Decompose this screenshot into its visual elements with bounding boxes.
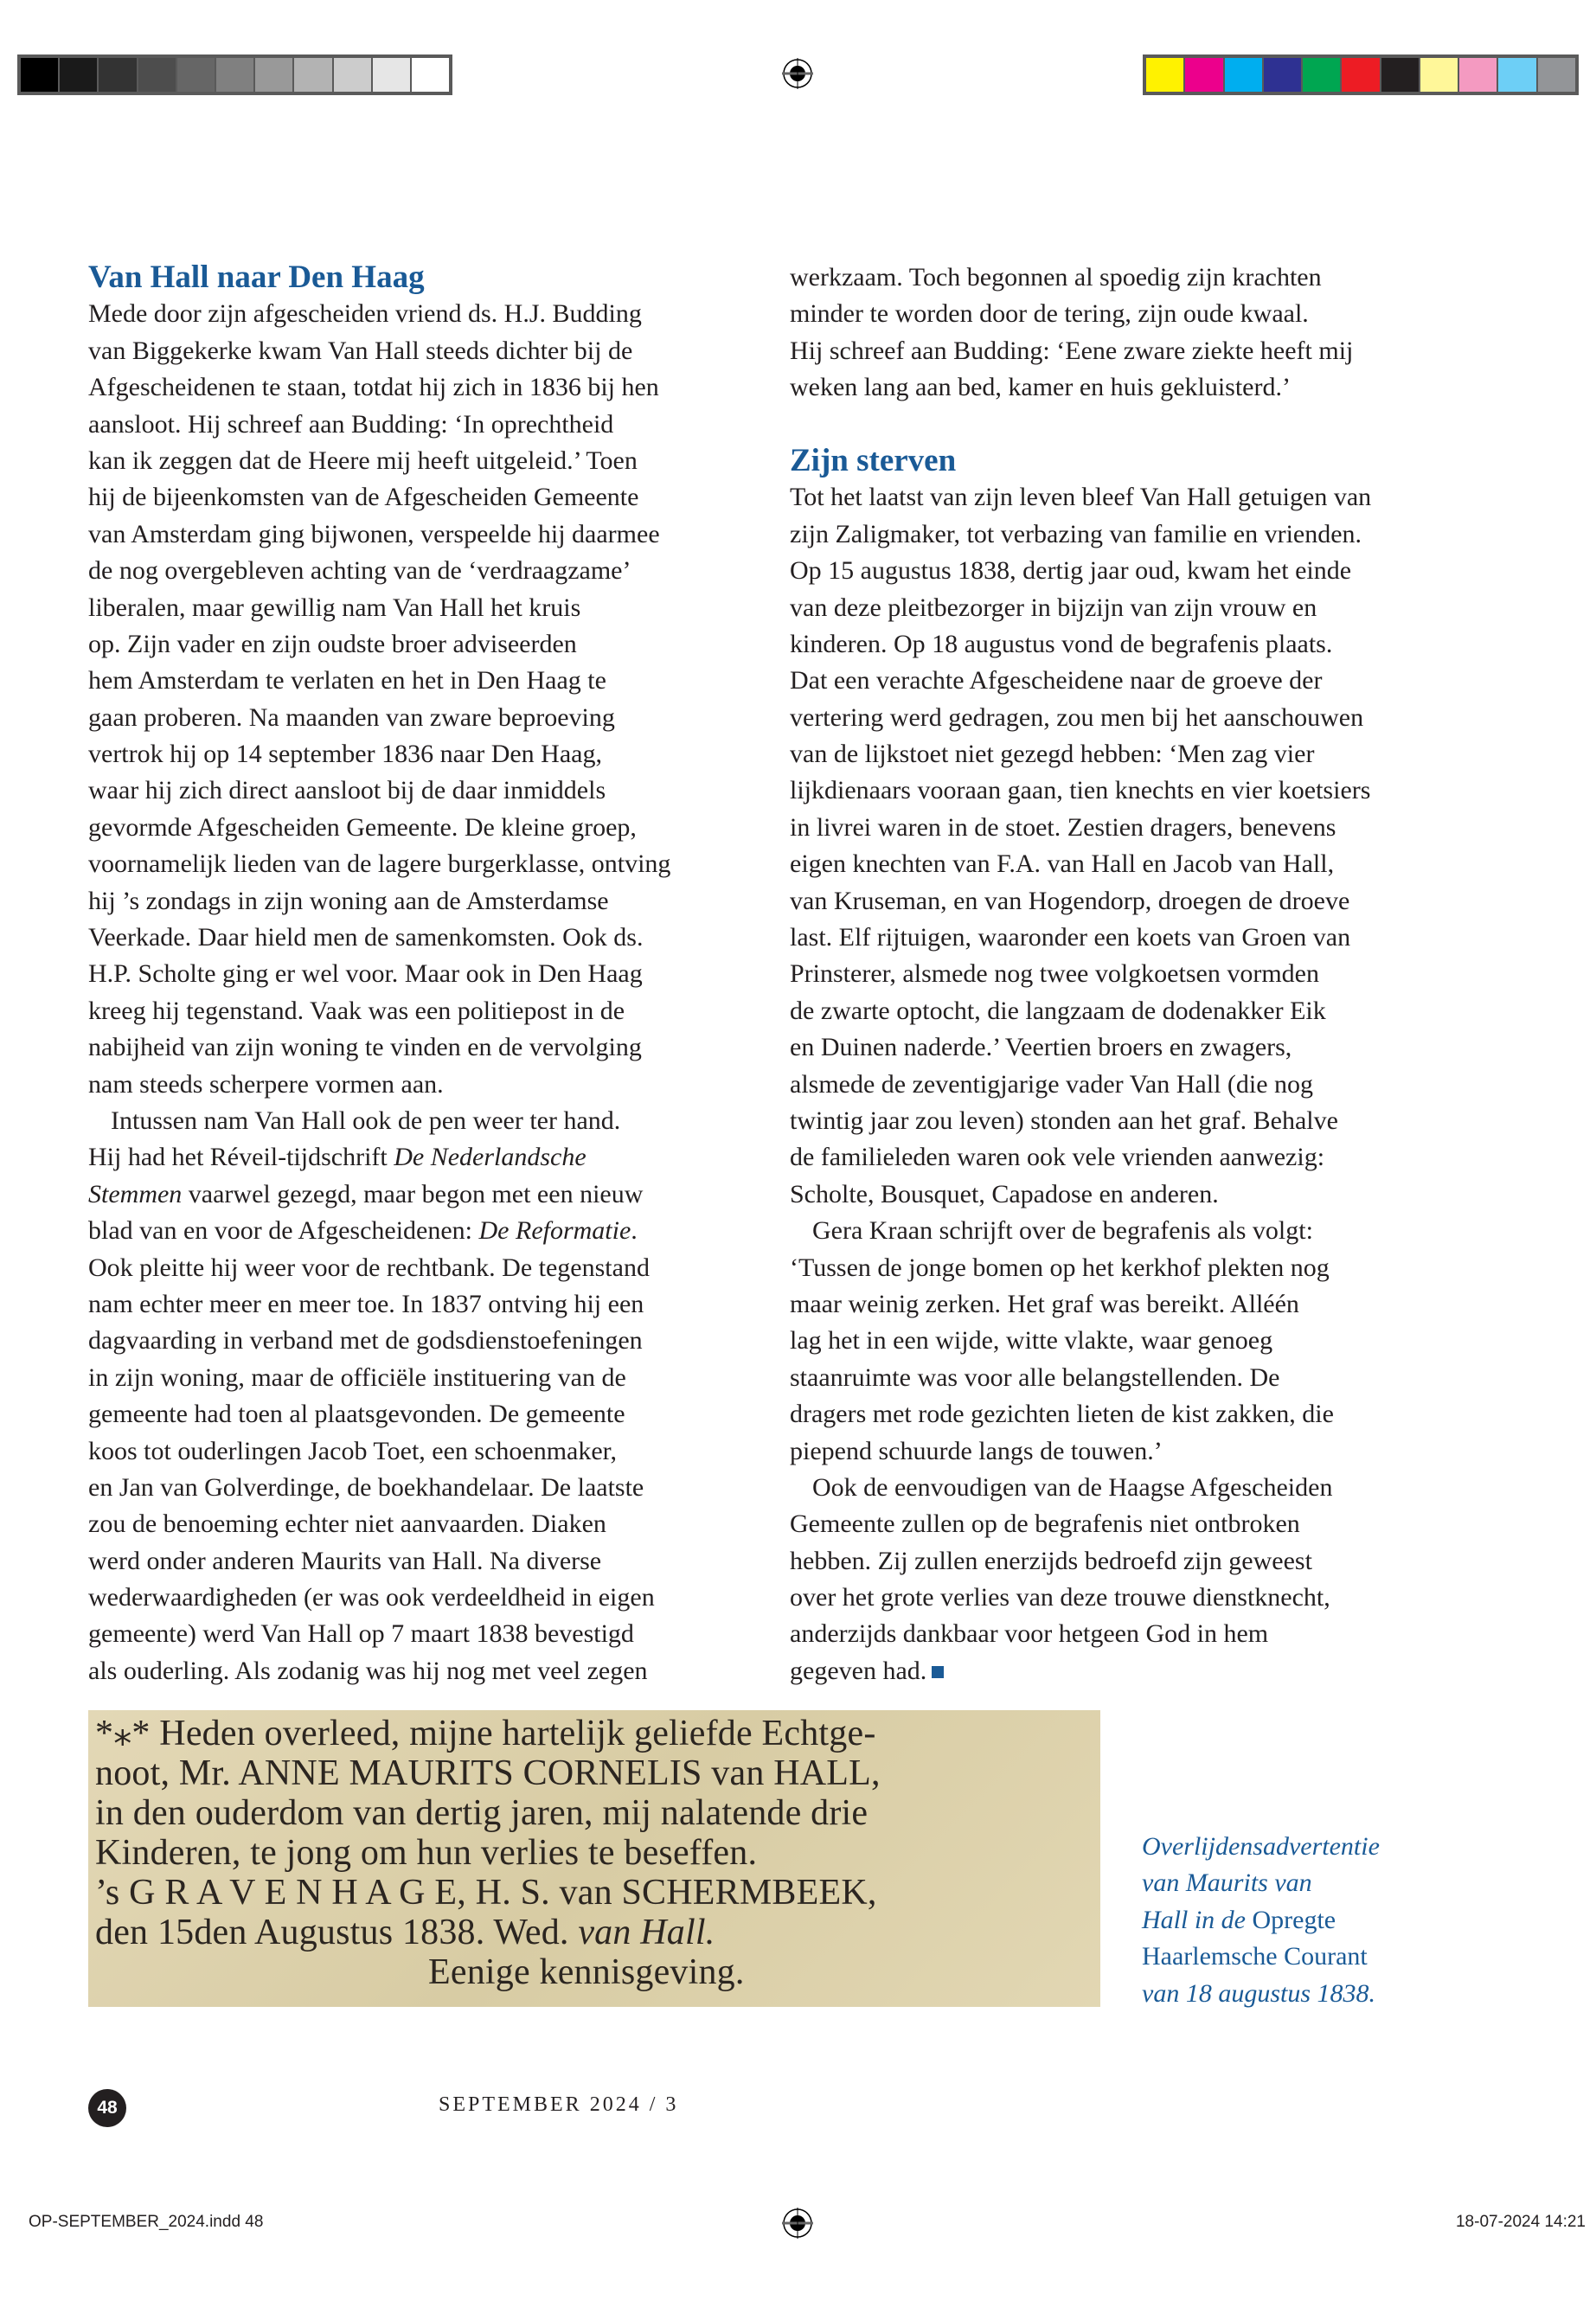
text-segment: Prinsterer, alsmede nog twee volgkoetsen vormden [790,959,1319,989]
text-line [88,1616,763,1652]
text-segment: Haarlemsche Courant [1142,1942,1368,1971]
text-line [790,1580,1465,1616]
text-segment: gemeente) werd Van Hall op 7 maart 1838 bevestigd [88,1619,634,1649]
text-segment: nam steeds scherpere vormen aan. [88,1069,444,1099]
color-patch [216,58,255,92]
newspaper-clipping-image [88,1710,1100,2007]
text-line [790,1543,1465,1580]
text-line [88,1470,763,1506]
text-line [95,1913,1100,1952]
section-heading [790,443,1465,479]
text-line [790,479,1465,516]
text-segment: kreeg hij tegenstand. Vaak was een politiepost in de [88,996,625,1025]
color-patch [138,58,177,92]
color-patch [1459,58,1498,92]
text-line [790,369,1465,406]
text-segment: zijn Zaligmaker, tot verbazing van familie en vrienden. [790,519,1362,548]
text-line [88,1213,763,1249]
text-line [88,1506,763,1542]
text-segment: Zijn sterven [790,442,957,478]
text-line [790,1616,1465,1652]
text-segment: H.P. Scholte ging er wel voor. Maar ook in Den Haag [88,959,643,989]
text-segment: den 15den Augustus 1838. Wed. [95,1913,579,1952]
text-segment: Op 15 augustus 1838, dertig jaar oud, kwam het einde [790,556,1352,586]
text-line [790,810,1465,846]
text-line [88,553,763,589]
text-line [95,1714,1100,1753]
text-segment: vaarwel gezegd, maar begon met een nieuw [182,1179,644,1208]
text-segment: de zwarte optocht, die langzaam de dodenakker Eik [790,996,1326,1025]
text-line [88,1176,763,1213]
text-segment: Kinderen, te jong om hun verlies te beseffen. [95,1833,758,1873]
text-segment: kan ik zeggen dat de Heere mij heeft uitgeleid.’ Toen [88,445,638,475]
text-segment: eigen knechten van F.A. van Hall en Jacob van Hall, [790,849,1335,879]
color-patch [177,58,216,92]
text-segment: in den ouderdom van dertig jaren, mij nalatende drie [95,1793,869,1833]
text-line [790,1323,1465,1359]
text-line [88,1250,763,1286]
text-line [88,1433,763,1470]
text-segment: *⁎* Heden overleed, mijne hartelijk geliefde Echtge- [95,1714,876,1753]
text-segment: Opregte [1246,1905,1336,1934]
text-segment: ‘Tussen de jonge bomen op het kerkhof plekten nog [790,1253,1330,1282]
text-segment: anderzijds dankbaar voor hetgeen God in hem [790,1619,1269,1649]
text-line [88,772,763,809]
color-patch [21,58,60,92]
text-line [790,993,1465,1029]
text-line [88,700,763,736]
color-patch [334,58,373,92]
text-line [88,369,763,406]
text-segment: Scholte, Bousquet, Capadose en anderen. [790,1179,1219,1208]
text-segment: Hij had het Réveil-tijdschrift [88,1143,394,1172]
text-line [790,1433,1465,1470]
text-line [790,1360,1465,1396]
text-segment: Ook de eenvoudigen van de Haagse Afgescheiden [812,1472,1333,1502]
italic-text: van Maurits van [1142,1868,1312,1898]
color-patch [1342,58,1381,92]
text-segment: zou de benoeming echter niet aanvaarden. Diaken [88,1509,606,1539]
text-line [790,846,1465,882]
text-line [88,1286,763,1323]
text-segment: en Jan van Golverdinge, de boekhandelaar. De laatste [88,1472,644,1502]
text-line [95,1753,1100,1793]
section-heading [88,260,763,296]
text-line [88,590,763,626]
text-line [95,1833,1100,1873]
text-segment: gevormde Afgescheiden Gemeente. De kleine groep, [88,812,637,842]
color-patch [412,58,449,92]
text-segment: gemeente had toen al plaatsgevonden. De gemeente [88,1400,625,1429]
text-line [790,1176,1465,1213]
text-line [790,1470,1465,1506]
text-line [790,260,1465,296]
text-line [790,1396,1465,1433]
text-line [1142,1902,1505,1939]
text-line [790,772,1465,809]
text-line [95,1793,1100,1833]
text-line [1142,1865,1505,1901]
text-segment: Dat een verachte Afgescheidene naar de groeve der [790,666,1323,695]
text-line [88,736,763,772]
italic-text: Overlijdensadvertentie [1142,1832,1380,1861]
image-caption [1142,1829,1505,2012]
text-segment: . [631,1216,638,1246]
text-line [790,1213,1465,1249]
text-line [790,1250,1465,1286]
color-patch [1146,58,1185,92]
color-patch [1303,58,1342,92]
text-segment: Gera Kraan schrijft over de begrafenis als volgt: [812,1216,1313,1246]
text-segment: van de lijkstoet niet gezegd hebben: ‘Men zag vier [790,740,1315,769]
text-line [790,956,1465,992]
text-line [790,736,1465,772]
text-line [1142,1976,1505,2012]
text-line [88,1323,763,1359]
text-segment: hebben. Zij zullen enerzijds bedroefd zijn geweest [790,1546,1312,1575]
text-line [790,700,1465,736]
text-line [790,590,1465,626]
text-segment: gaan proberen. Na maanden van zware beproeving [88,702,615,732]
color-patch [1420,58,1459,92]
text-segment: en Duinen naderde.’ Veertien broers en zwagers, [790,1033,1292,1062]
text-line [88,1139,763,1176]
color-patch [60,58,99,92]
color-patch [294,58,333,92]
text-segment: hem Amsterdam te verlaten en het in Den Haag te [88,666,606,695]
text-segment: Gemeente zullen op de begrafenis niet ontbroken [790,1509,1300,1539]
text-segment: weken lang aan bed, kamer en huis gekluisterd.’ [790,373,1291,402]
text-line [790,1067,1465,1103]
text-line [790,920,1465,956]
text-segment: Mede door zijn afgescheiden vriend ds. H.J. Budding [88,299,642,329]
text-line [88,333,763,369]
text-line [88,296,763,332]
text-segment: twintig jaar zou leven) stonden aan het graf. Behalve [790,1106,1338,1135]
text-line [88,516,763,553]
color-patch [255,58,294,92]
text-line [88,1103,763,1139]
page-number-badge: 48 [88,2089,126,2127]
text-line [88,1360,763,1396]
text-line [790,626,1465,663]
text-segment: over het grote verlies van deze trouwe dienstknecht, [790,1583,1330,1612]
text-segment: waar hij zich direct aansloot bij de daar inmiddels [88,776,606,805]
article-column-left [88,260,763,1689]
text-line [88,956,763,992]
text-line [95,1873,1100,1913]
text-line [88,407,763,443]
color-patch [1225,58,1264,92]
text-line [790,663,1465,699]
color-patch [1381,58,1420,92]
italic-text: van 18 augustus 1838. [1142,1978,1375,2008]
text-segment: blad van en voor de Afgescheidenen: [88,1216,479,1246]
text-line [88,846,763,882]
text-line [88,993,763,1029]
text-segment: ’s G R A V E N H A G E, H. S. van SCHERMBEEK, [95,1873,877,1913]
color-patch [1185,58,1224,92]
slug-filename: OP-SEPTEMBER_2024.indd 48 [29,2213,264,2231]
text-line [88,1543,763,1580]
grayscale-color-bar [17,54,452,95]
color-patch [1498,58,1537,92]
text-segment: lag het in een wijde, witte vlakte, waar genoeg [790,1326,1273,1356]
text-line [790,296,1465,332]
text-segment: Van Hall naar Den Haag [88,260,425,295]
text-segment: hij de bijeenkomsten van de Afgescheiden Gemeente [88,483,639,512]
text-segment: dragers met rode gezichten lieten de kist zakken, die [790,1400,1334,1429]
italic-text: Stemmen [88,1179,183,1208]
italic-text: van Hall. [578,1913,715,1952]
text-segment: Ook pleitte hij weer voor de rechtbank. De tegenstand [88,1253,650,1282]
text-line [790,553,1465,589]
text-line [790,1139,1465,1176]
process-color-bar [1143,54,1579,95]
text-segment: kinderen. Op 18 augustus vond de begrafenis plaats. [790,629,1333,658]
text-line [790,407,1465,443]
text-segment: noot, Mr. ANNE MAURITS CORNELIS van HALL, [95,1753,881,1793]
text-line [790,883,1465,920]
text-line [88,626,763,663]
text-line [790,1286,1465,1323]
text-segment: nam echter meer en meer toe. In 1837 ontving hij een [88,1289,644,1318]
text-segment: van Biggekerke kwam Van Hall steeds dichter bij de [88,336,633,365]
color-patch [373,58,412,92]
text-segment: Hij schreef aan Budding: ‘Eene zware ziekte heeft mij [790,336,1354,365]
slug-datetime: 18-07-2024 14:21 [1455,2213,1586,2231]
registration-mark-icon [782,2208,813,2239]
text-segment: Eenige kennisgeving. [428,1952,745,1992]
text-segment: in livrei waren in de stoet. Zestien dragers, benevens [790,812,1336,842]
text-segment: gegeven had. [790,1656,927,1685]
text-segment: de familieleden waren ook vele vrienden aanwezig: [790,1143,1325,1172]
text-segment: maar weinig zerken. Het graf was bereikt. Alléén [790,1289,1299,1318]
text-segment: Veerkade. Daar hield men de samenkomsten. Ook ds. [88,923,644,952]
text-line [88,883,763,920]
text-segment: minder te worden door de tering, zijn oude kwaal. [790,299,1309,329]
text-segment: op. Zijn vader en zijn oudste broer adviseerden [88,629,577,658]
color-patch [99,58,138,92]
text-segment: als ouderling. Als zodanig was hij nog met veel zegen [88,1656,648,1685]
text-line [1142,1939,1505,1975]
italic-text: Hall in de [1142,1905,1246,1934]
text-segment: Afgescheidenen te staan, totdat hij zich in 1836 bij hen [88,373,659,402]
end-of-article-square-icon [932,1666,944,1678]
registration-mark-icon [782,58,813,89]
text-segment: voornamelijk lieden van de lagere burgerklasse, ontving [88,849,671,879]
text-line [88,1029,763,1066]
text-line [88,1396,763,1433]
text-segment: lijkdienaars vooraan gaan, tien knechts en vier koetsiers [790,776,1371,805]
text-segment: piepend schuurde langs de touwen.’ [790,1436,1163,1465]
text-line [88,810,763,846]
text-segment: last. Elf rijtuigen, waaronder een koets van Groen van [790,923,1351,952]
text-segment: liberalen, maar gewillig nam Van Hall het kruis [88,593,581,622]
text-segment: dagvaarding in verband met de godsdienstoefeningen [88,1326,643,1356]
text-segment: vertrok hij op 14 september 1836 naar Den Haag, [88,740,602,769]
text-line [95,1952,1100,1992]
text-line [790,333,1465,369]
text-segment: Tot het laatst van zijn leven bleef Van Hall getuigen van [790,483,1372,512]
text-segment: de nog overgebleven achting van de ‘verdraagzame’ [88,556,631,586]
text-line [1142,1829,1505,1865]
text-line [790,1653,1465,1689]
text-line [790,1103,1465,1139]
text-segment: nabijheid van zijn woning te vinden en de vervolging [88,1033,642,1062]
text-segment: staanruimte was voor alle belangstellenden. De [790,1362,1280,1392]
text-segment: wederwaardigheden (er was ook verdeeldheid in eigen [88,1583,655,1612]
text-segment: Intussen nam Van Hall ook de pen weer ter hand. [111,1106,621,1135]
text-segment: van deze pleitbezorger in bijzijn van zijn vrouw en [790,593,1317,622]
text-segment: alsmede de zeventigjarige vader Van Hall (die nog [790,1069,1314,1099]
text-segment: koos tot ouderlingen Jacob Toet, een schoenmaker, [88,1436,617,1465]
text-segment: hij ’s zondags in zijn woning aan de Amsterdamse [88,886,609,915]
text-line [790,516,1465,553]
color-patch [1264,58,1303,92]
text-line [790,1029,1465,1066]
italic-text: De Reformatie [478,1216,631,1246]
text-segment: werd onder anderen Maurits van Hall. Na diverse [88,1546,602,1575]
text-segment: van Kruseman, en van Hogendorp, droegen de droeve [790,886,1350,915]
text-line [88,1653,763,1689]
issue-label: SEPTEMBER 2024 / 3 [439,2093,679,2116]
text-line [88,1580,763,1616]
text-line [88,663,763,699]
text-segment: aansloot. Hij schreef aan Budding: ‘In oprechtheid [88,409,614,439]
text-line [88,920,763,956]
text-segment: in zijn woning, maar de officiële instituering van de [88,1362,626,1392]
italic-text: De Nederlandsche [394,1143,586,1172]
text-segment: vertering werd gedragen, zou men bij het aanschouwen [790,702,1364,732]
text-line [88,1067,763,1103]
text-line [88,479,763,516]
color-patch [1538,58,1575,92]
text-segment: van Amsterdam ging bijwonen, verspeelde hij daarmee [88,519,660,548]
article-column-right [790,260,1465,1689]
text-line [88,443,763,479]
text-segment: werkzaam. Toch begonnen al spoedig zijn krachten [790,263,1322,292]
text-line [790,1506,1465,1542]
